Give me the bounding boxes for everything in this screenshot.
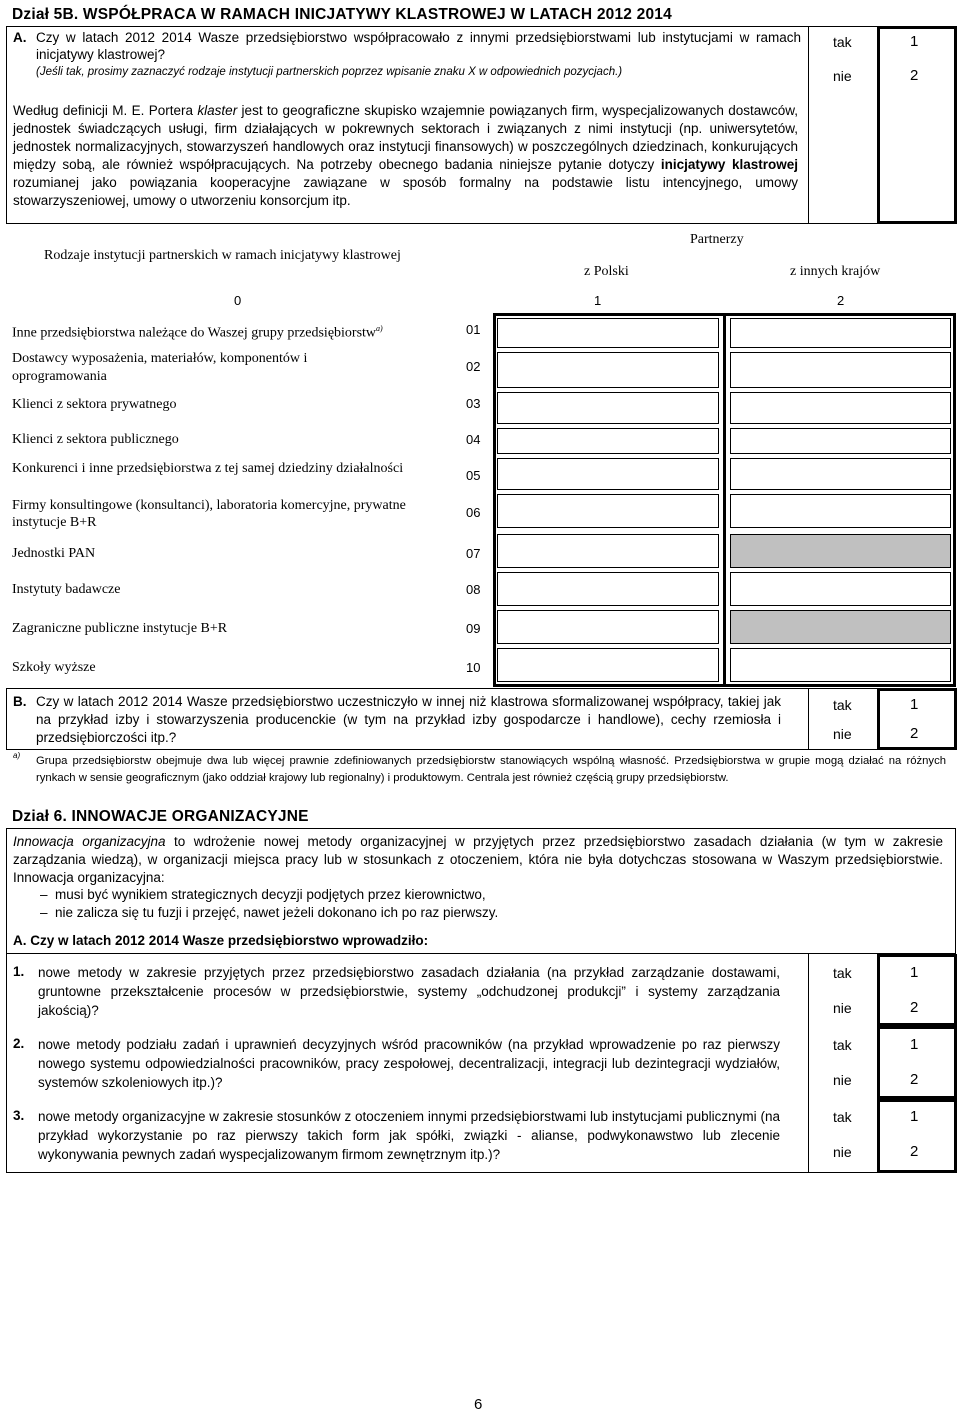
question-a-letter: A.: [13, 30, 27, 45]
column-number-1: 1: [594, 293, 602, 308]
cluster-definition-part2: rozumianej jako powiązania kooperacyjne zawiązane w sposób formalny na podstawie listu intencyjnego, umowy stowarzyszeniowej, umowy o utworzeniu konsorcjum itp.: [13, 175, 798, 208]
item-1-no-label: nie: [833, 1000, 852, 1016]
item-1-no-code: 2: [910, 999, 919, 1016]
partner-cell-01-other[interactable]: [730, 318, 951, 348]
cluster-definition: [13, 102, 798, 210]
section-6-question-a: A. Czy w latach 2012 2014 Wasze przedsiębiorstwo wprowadziło:: [13, 933, 429, 948]
partner-cell-10-other[interactable]: [730, 648, 951, 682]
item-3-yes-label: tak: [833, 1109, 852, 1125]
footnote-mark: a): [13, 751, 21, 760]
partner-cell-04-poland[interactable]: [497, 428, 719, 454]
partner-cell-10-poland[interactable]: [497, 648, 719, 682]
question-b-yes-label: tak: [833, 697, 852, 713]
partner-cell-07-other-disabled: [730, 534, 951, 568]
item-3-no-code: 2: [910, 1143, 919, 1160]
question-b-left-line: [6, 688, 7, 750]
section-5b-title: Dział 5B. WSPÓŁPRACA W RAMACH INICJATYWY KLASTROWEJ W LATACH 2012 2014: [12, 6, 672, 23]
question-a-note: (Jeśli tak, prosimy zaznaczyć rodzaje instytucji partnerskich poprzez wpisanie znaku X w odpowiednich pozycjach.): [36, 66, 623, 78]
section-6-item-2-text: nowe metody podziału zadań i uprawnień decyzyjnych wśród pracowników (na przykład wprowadzenie po raz pierwszy nowego systemu odpowiedzialności pracowników, pracy zespołowej, decentralizacji, integracji lub dezintegracji wydziałów, systemów szkoleniowych itp.)?: [38, 1037, 780, 1090]
partners-header-poland: z Polski: [584, 264, 629, 279]
section-6-item-3-number: 3.: [13, 1108, 25, 1123]
item-1-yes-label: tak: [833, 965, 852, 981]
section-6-item-1-number: 1.: [13, 964, 25, 979]
partner-row-09-code: 09: [466, 621, 481, 636]
section6-frame-bottom: [6, 1172, 956, 1173]
footnote-text: Grupa przedsiębiorstw obejmuje dwa lub więcej prawnie zdefiniowanych przedsiębiorstw stanowiących wspólną własność. Przedsiębiorstwa w grupie mogą działać na różnych rynkach w sensie geograficznym (jako oddział krajowy lub regionalny) i produktowym. Centrala jest również częścią grupy przedsiębiorstw.: [36, 755, 946, 784]
question-b-bottom-line: [6, 749, 956, 750]
column-number-0: 0: [234, 293, 242, 308]
section-6-item-3-text: nowe metody organizacyjne w zakresie stosunków z otoczeniem innymi przedsiębiorstwami lub instytucjami publicznymi (na przykład wykorzystanie po raz pierwszy takich form jak spółki, związki - alianse, podwykonawstwo lub zlecenie wykonywania pewnych zadań wyspecjalizowanym firmom zewnętrznym itp.)?: [38, 1109, 780, 1162]
partners-grid-divider: [723, 313, 726, 687]
partner-row-04-code: 04: [466, 432, 481, 447]
item-2-yes-code: 1: [910, 1036, 919, 1053]
section-6-item-1-text: nowe metody w zakresie przyjętych przez przedsiębiorstwo zasadach działania (na przykład zarządzanie dostawami, gruntowne przekształcenie procesów w przedsiębiorstwie, systemy „odchudzonej produkcji” i systemy zarządzania jakością)?: [38, 965, 780, 1018]
section-6-item-2-number: 2.: [13, 1036, 25, 1051]
partner-row-10-label: Szkoły wyższe: [12, 660, 96, 675]
item-1-yes-code: 1: [910, 964, 919, 981]
partner-row-10-code: 10: [466, 660, 481, 675]
partner-row-05-code: 05: [466, 468, 481, 483]
item-2-yes-label: tak: [833, 1037, 852, 1053]
section-6-definition-text: to wdrożenie nowej metody organizacyjnej w przyjętych przez przedsiębiorstwo zasadach działania (w tym w zakresie zarządzania wiedzą), w organizacji miejsca pracy lub w stosunkach z otoczeniem, która nie była dotychczas stosowana w Waszym przedsiębiorstwie. Innowacja organizacyjna:: [13, 834, 944, 885]
partners-header-types: Rodzaje instytucji partnerskich w ramach inicjatywy klastrowej: [44, 248, 401, 263]
partner-row-07-label: Jednostki PAN: [12, 546, 96, 561]
partner-cell-08-poland[interactable]: [497, 572, 719, 606]
page-number: 6: [474, 1396, 483, 1413]
section-6-bullet-2: – nie zalicza się tu fuzji i przejęć, nawet jeżeli dokonano ich po raz pierwszy.: [40, 905, 499, 920]
partner-row-02-code: 02: [466, 359, 481, 374]
item-2-no-code: 2: [910, 1071, 919, 1088]
answer-yes-code: 1: [910, 33, 919, 50]
item-3-yes-code: 1: [910, 1108, 919, 1125]
question-b-text: Czy w latach 2012 2014 Wasze przedsiębiorstwo uczestniczyło w innej niż klastrowa sformalizowanej współpracy, takiej jak na przykład izby i stowarzyszenia producenckie (w tym na przykład izby gospodarcze i handlowe), cechy rzemiosła i przedsiębiorczości itp.?: [36, 694, 781, 745]
section6-frame-left: [6, 828, 7, 1173]
answer-no-code: 2: [910, 67, 919, 84]
question-b-yes-code: 1: [910, 696, 919, 713]
partner-cell-06-other[interactable]: [730, 494, 951, 528]
question-b-divider: [808, 688, 809, 750]
frame-left: [6, 26, 7, 224]
section6-frame-divider: [808, 954, 809, 1173]
item-2-no-label: nie: [833, 1072, 852, 1088]
partner-row-03-label: Klienci z sektora prywatnego: [12, 397, 177, 412]
section-6-definition: [13, 833, 943, 887]
frame-top: [6, 26, 956, 27]
partner-row-08-code: 08: [466, 582, 481, 597]
section6-frame-top: [6, 828, 956, 829]
partner-cell-08-other[interactable]: [730, 572, 951, 606]
partner-row-05-label: Konkurenci i inne przedsiębiorstwa z tej samej dziedziny działalności: [12, 461, 404, 476]
partner-row-03-code: 03: [466, 396, 481, 411]
cluster-definition-part1: jest to geograficzne skupisko wzajemnie powiązanych firm, wyspecjalizowanych dostawców, jednostek świadczących usługi, firm działających w pokrewnych sektorach i związanych z nimi instytucji (np. uniwersytetów, jednostek normalizacyjnych, stowarzyszeń handlowych oraz instytucji finansowych) w poszczególnych dziedzinach, konkurujących między sobą, ale również współpracujących. Na potrzeby obecnego badania niniejsze pytanie dotyczy: [13, 103, 798, 172]
partner-row-07-code: 07: [466, 546, 481, 561]
partner-cell-02-poland[interactable]: [497, 352, 719, 388]
partner-row-06-code: 06: [466, 505, 481, 520]
partner-cell-06-poland[interactable]: [497, 494, 719, 528]
partner-row-09-label: Zagraniczne publiczne instytucje B+R: [12, 621, 228, 636]
frame-divider: [808, 26, 809, 224]
partner-cell-03-poland[interactable]: [497, 392, 719, 424]
section6-frame-right: [955, 828, 956, 954]
partner-cell-02-other[interactable]: [730, 352, 951, 388]
partner-cell-04-other[interactable]: [730, 428, 951, 454]
question-b-no-code: 2: [910, 725, 919, 742]
partner-cell-05-poland[interactable]: [497, 458, 719, 490]
answer-box-5b-a[interactable]: [877, 26, 957, 224]
partner-cell-09-poland[interactable]: [497, 610, 719, 644]
partner-row-08-label: Instytuty badawcze: [12, 582, 121, 597]
partner-row-06-label: Firmy konsultingowe (konsultanci), laboratoria komercyjne, prywatne instytucje B+R: [12, 498, 406, 530]
partner-row-01-code: 01: [466, 322, 481, 337]
answer-yes-label: tak: [833, 34, 852, 50]
partner-cell-05-other[interactable]: [730, 458, 951, 490]
partner-cell-07-poland[interactable]: [497, 534, 719, 568]
column-number-2: 2: [837, 293, 845, 308]
item-3-no-label: nie: [833, 1144, 852, 1160]
question-b-top-line: [6, 688, 956, 689]
question-b-no-label: nie: [833, 726, 852, 742]
section-6-definition-term: Innowacja organizacyjna: [13, 834, 166, 849]
partner-cell-03-other[interactable]: [730, 392, 951, 424]
section-6-bullet-1: – musi być wynikiem strategicznych decyzji podjętych przez kierownictwo,: [40, 887, 486, 902]
cluster-definition-head: Według definicji M. E. Portera: [13, 103, 198, 118]
partners-header-other: z innych krajów: [790, 264, 881, 279]
partner-cell-01-poland[interactable]: [497, 318, 719, 348]
frame-bottom: [6, 223, 956, 224]
question-b-letter: B.: [13, 694, 27, 709]
answer-no-label: nie: [833, 68, 852, 84]
question-a-text: Czy w latach 2012 2014 Wasze przedsiębiorstwo współpracowało z innymi przedsiębiorstwami lub instytucjami w ramach inicjatywy klastrowej?: [36, 30, 801, 62]
partners-header: Partnerzy: [690, 232, 744, 247]
partner-cell-09-other-disabled: [730, 610, 951, 644]
partner-row-04-label: Klienci z sektora publicznego: [12, 432, 179, 447]
cluster-definition-term: klaster: [197, 103, 238, 118]
partner-row-02-label: Dostawcy wyposażenia, materiałów, komponentów i oprogramowania: [12, 351, 308, 384]
cluster-definition-bold: inicjatywy klastrowej: [660, 157, 798, 172]
section-6-title: Dział 6. INNOWACJE ORGANIZACYJNE: [12, 808, 309, 825]
partner-row-01-label: Inne przedsiębiorstwa należące do Waszej grupy przedsiębiorstw$^{a)}$: [12, 324, 383, 341]
section6-definition-bottom: [6, 953, 956, 954]
